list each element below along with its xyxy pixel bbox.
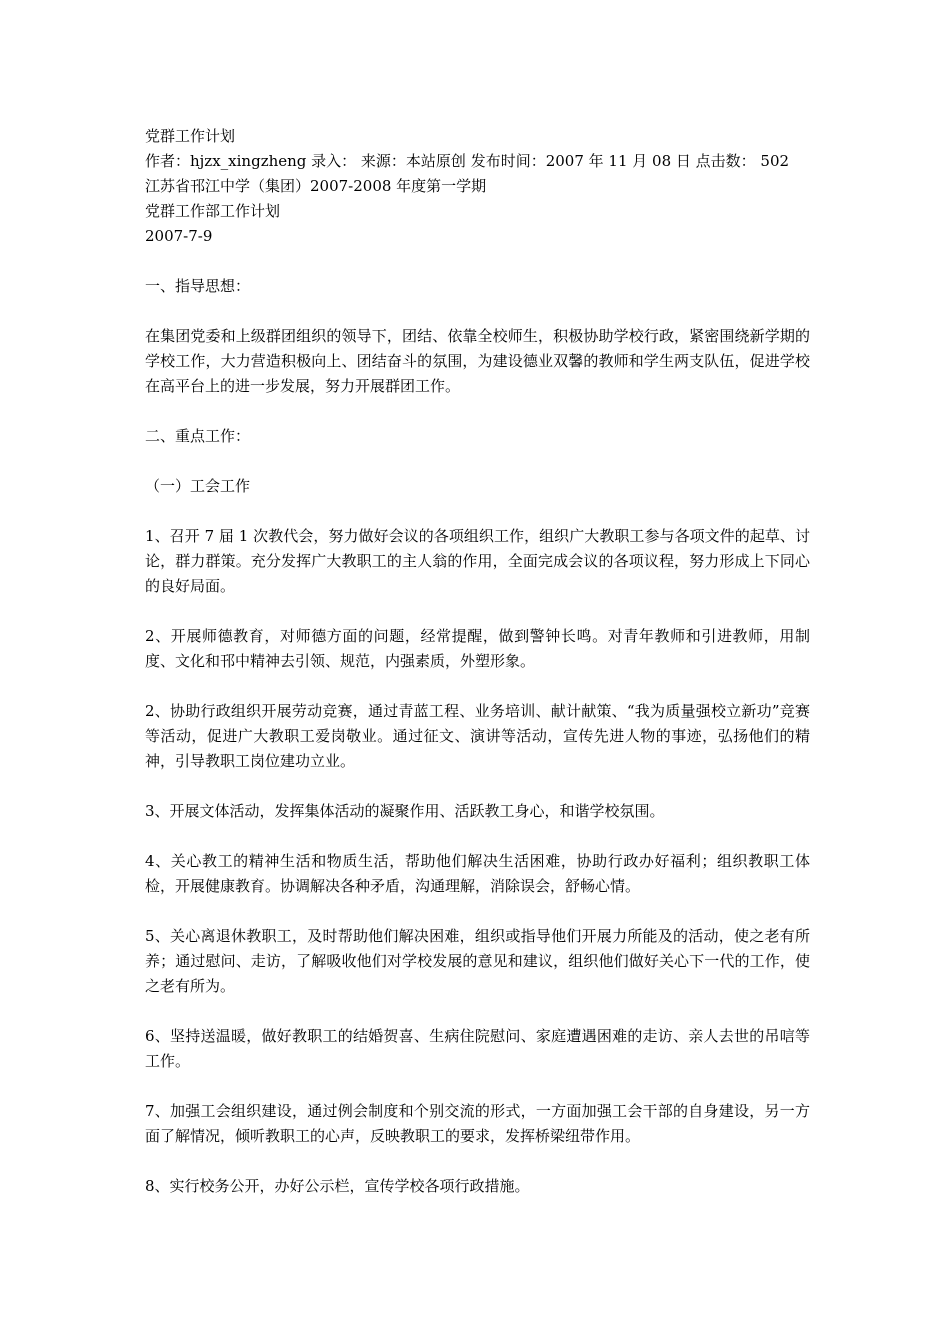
spacer xyxy=(145,399,810,424)
list-item: 5、关心离退休教职工，及时帮助他们解决困难，组织或指导他们开展力所能及的活动，使之老有所养；通过慰问、走访，了解吸收他们对学校发展的意见和建议，组织他们做好关心下一代的工作，使之老有所为。 xyxy=(145,927,810,995)
spacer xyxy=(145,1149,810,1174)
section-heading-guiding: 一、指导思想： xyxy=(145,277,251,295)
document-body xyxy=(145,124,810,1199)
spacer xyxy=(145,249,810,274)
document-title: 党群工作计划 xyxy=(145,127,236,145)
list-item: 7、加强工会组织建设，通过例会制度和个别交流的形式，一方面加强工会干部的自身建设，另一方面了解情况，倾听教职工的心声，反映教职工的要求，发挥桥梁纽带作用。 xyxy=(145,1102,810,1145)
spacer xyxy=(145,899,810,924)
list-item: 6、坚持送温暖，做好教职工的结婚贺喜、生病住院慰问、家庭遭遇困难的走访、亲人去世的吊唁等工作。 xyxy=(145,1027,810,1070)
list-item: 2、协助行政组织开展劳动竞赛，通过青蓝工程、业务培训、献计献策、“我为质量强校立新功”竞赛等活动，促进广大教职工爱岗敬业。通过征文、演讲等活动，宣传先进人物的事迹，弘扬他们的精神，引导教职工岗位建功立业。 xyxy=(145,702,810,770)
document-subtitle: 党群工作部工作计划 xyxy=(145,202,281,220)
spacer xyxy=(145,1074,810,1099)
article-meta: 作者：hjzx_xingzheng 录入： 来源：本站原创 发布时间：2007 年 11 月 08 日 点击数： 502 xyxy=(145,152,790,170)
spacer xyxy=(145,674,810,699)
list-item: 2、开展师德教育，对师德方面的问题，经常提醒，做到警钟长鸣。对青年教师和引进教师，用制度、文化和邗中精神去引领、规范，内强素质，外塑形象。 xyxy=(145,627,810,670)
spacer xyxy=(145,774,810,799)
spacer xyxy=(145,449,810,474)
spacer xyxy=(145,824,810,849)
list-item: 1、召开 7 届 1 次教代会，努力做好会议的各项组织工作，组织广大教职工参与各项文件的起草、讨论，群力群策。充分发挥广大教职工的主人翁的作用，全面完成会议的各项议程，努力形成上下同心的良好局面。 xyxy=(145,527,810,595)
spacer xyxy=(145,599,810,624)
spacer xyxy=(145,999,810,1024)
guiding-paragraph: 在集团党委和上级群团组织的领导下，团结、依靠全校师生，积极协助学校行政，紧密围绕新学期的学校工作，大力营造积极向上、团结奋斗的氛围，为建设德业双馨的教师和学生两支队伍，促进学校在高平台上的进一步发展，努力开展群团工作。 xyxy=(145,327,810,395)
section-heading-key-work: 二、重点工作： xyxy=(145,427,251,445)
list-item: 4、关心教工的精神生活和物质生活，帮助他们解决生活困难，协助行政办好福利；组织教职工体检，开展健康教育。协调解决各种矛盾，沟通理解，消除误会，舒畅心情。 xyxy=(145,852,810,895)
document-date: 2007-7-9 xyxy=(145,227,213,245)
list-item: 8、实行校务公开，办好公示栏，宣传学校各项行政措施。 xyxy=(145,1177,530,1195)
spacer xyxy=(145,299,810,324)
subsection-heading-union: （一）工会工作 xyxy=(145,477,251,495)
list-item: 3、开展文体活动，发挥集体活动的凝聚作用、活跃教工身心，和谐学校氛围。 xyxy=(145,802,665,820)
organization-line: 江苏省邗江中学（集团）2007-2008 年度第一学期 xyxy=(145,177,487,195)
spacer xyxy=(145,499,810,524)
